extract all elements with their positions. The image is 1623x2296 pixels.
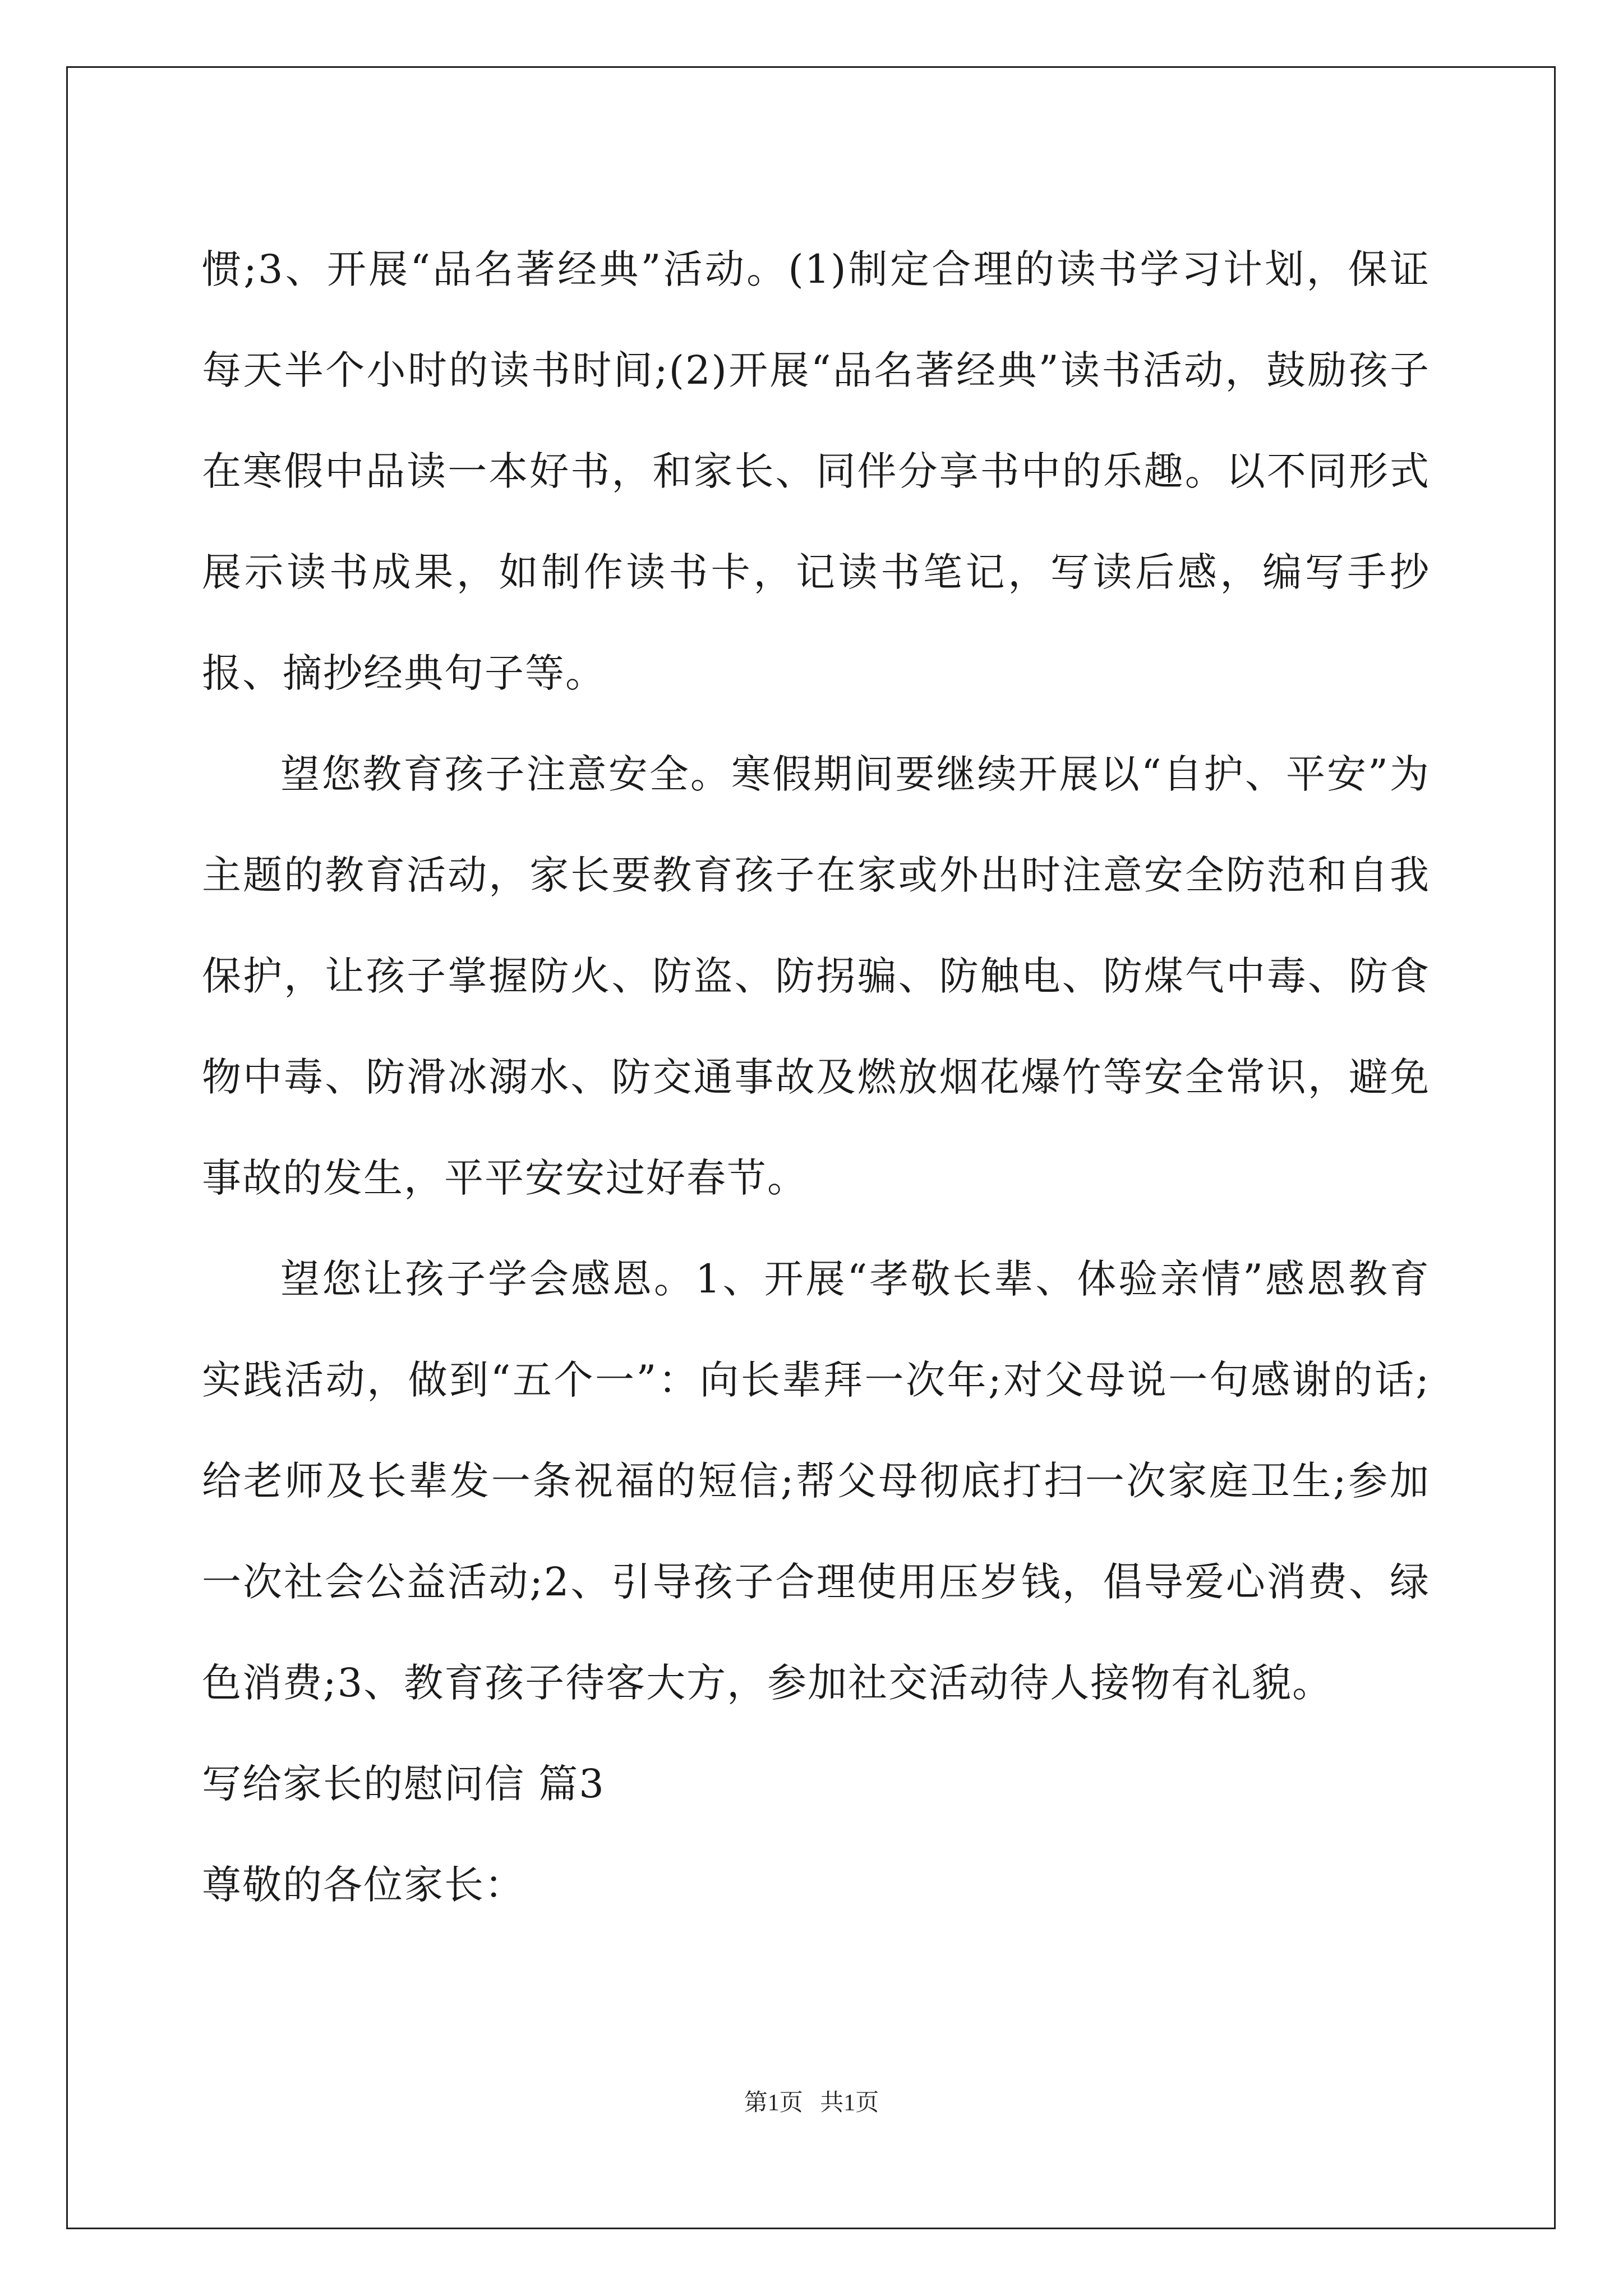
salutation: 尊敬的各位家长：: [202, 1862, 525, 1908]
page-number-total: 共1页: [820, 2090, 879, 2116]
paragraph-safety: 望您教育孩子注意安全。寒假期间要继续开展以“自护、平安”为主题的教育活动，家长要教育孩子在家或外出时注意安全防范和自我保护，让孩子掌握防火、防盗、防拐骗、防触电、防煤气中毒、防食物中毒、防滑冰溺水、防交通事故及燃放烟花爆竹等安全常识，避免事故的发生，平平安安过好春节。: [202, 751, 1430, 1201]
paragraph-reading-activity: 惯;3、开展“品名著经典”活动。(1)制定合理的读书学习计划，保证每天半个小时的读书时间;(2)开展“品名著经典”读书活动，鼓励孩子在寒假中品读一本好书，和家长、同伴分享书中的乐趣。以不同形式展示读书成果，如制作读书卡，记读书笔记，写读后感，编写手抄报、摘抄经典句子等。: [202, 246, 1430, 696]
section-title: 写给家长的慰问信 篇3: [202, 1761, 605, 1807]
document-body: [202, 219, 1430, 1935]
paragraph-gratitude: 望您让孩子学会感恩。1、开展“孝敬长辈、体验亲情”感恩教育实践活动，做到“五个一”：向长辈拜一次年;对父母说一句感谢的话;给老师及长辈发一条祝福的短信;帮父母彻底打扫一次家庭卫生;参加一次社会公益活动;2、引导孩子合理使用压岁钱，倡导爱心消费、绿色消费;3、教育孩子待客大方，参加社交活动待人接物有礼貌。: [202, 1256, 1430, 1706]
page-number-current: 第1页: [744, 2090, 803, 2116]
page-footer: [0, 2084, 1623, 2118]
